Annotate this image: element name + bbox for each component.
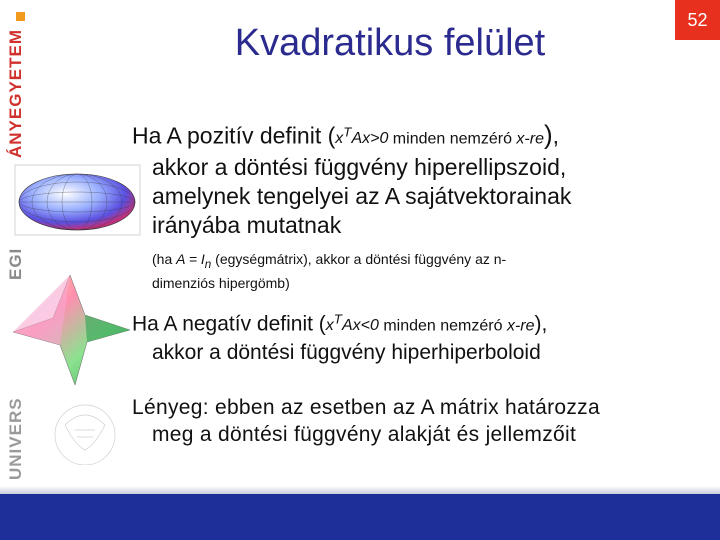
bullet-positive-definite: [132, 118, 717, 240]
b1-x: x: [335, 130, 344, 148]
b1-xre: x-re: [516, 130, 544, 148]
page-number-badge: 52: [675, 0, 720, 40]
b1-mid: minden nemzéró: [388, 130, 517, 148]
b1-text: Ha A pozitív definit (: [132, 122, 336, 149]
b1-line4: irányába mutatnak: [152, 212, 342, 239]
b3-mid: minden nemzéró: [378, 317, 507, 335]
ellipsoid-illustration: [5, 160, 145, 240]
university-name-bottom: UNIVERS: [6, 397, 25, 480]
b3-x: x: [325, 317, 334, 335]
b3-ax: Ax<0: [341, 317, 379, 335]
b3-xre: x-re: [506, 317, 535, 335]
b4-text: ebben az esetben az A mátrix határozza: [208, 396, 600, 420]
b3-transpose: T: [333, 312, 342, 328]
b1-line2: akkor a döntési függvény hiperellipszoid,: [152, 154, 567, 181]
b3-text: Ha A negatív definit (: [132, 312, 326, 336]
b2-n: n: [204, 258, 212, 272]
footer-bar: [0, 494, 720, 540]
b1-close: ): [543, 119, 553, 150]
university-name-top: ÁNYEGYETEM: [6, 28, 25, 158]
b1-line3: amelynek tengelyei az A sajátvektorainak: [152, 183, 572, 210]
university-name-mid: EGI: [6, 247, 25, 280]
b4-label: Lényeg:: [132, 396, 209, 420]
b1-ax: Ax>0: [351, 130, 389, 148]
b1-comma: ,: [552, 122, 560, 149]
bullet-negative-definite: [132, 306, 717, 366]
b2-a: A = I: [176, 251, 205, 268]
b1-transpose: T: [343, 125, 352, 140]
hyperboloid-illustration: [5, 270, 135, 390]
b3-line2: akkor a döntési függvény hiperhiperboloid: [152, 341, 541, 365]
logo-square: [16, 12, 25, 21]
b2-line2: dimenziós hipergömb): [152, 275, 290, 292]
b4-line2: meg a döntési függvény alakját és jellemzőit: [152, 423, 577, 447]
b2-pre: (ha: [152, 251, 177, 268]
bullet-key-point: [132, 394, 717, 448]
footer-separator: [0, 486, 720, 494]
slide-title: Kvadratikus felület: [234, 22, 546, 64]
b3-close: ),: [534, 312, 548, 336]
slide-content: [132, 118, 717, 448]
b2-post: (egységmátrix), akkor a döntési függvény az n-: [211, 251, 507, 268]
bullet-identity-note: [132, 250, 717, 292]
